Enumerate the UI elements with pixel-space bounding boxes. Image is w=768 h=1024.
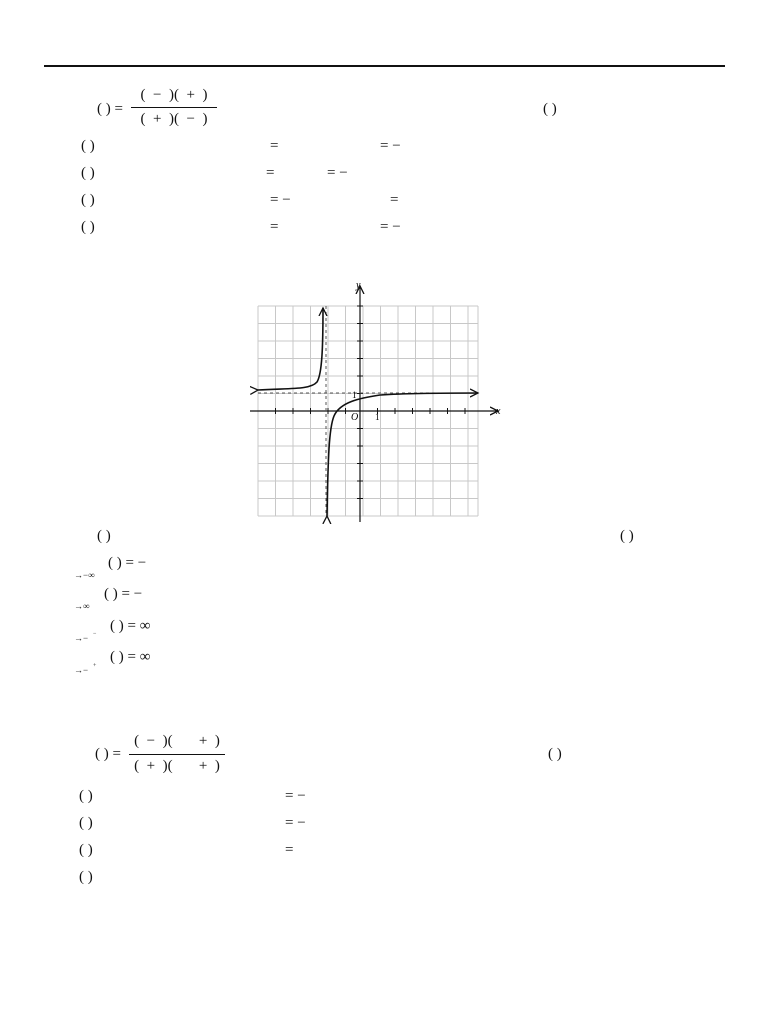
q3-fraction — [129, 733, 225, 777]
q2-choice-a-limit: →−∞ — [74, 570, 95, 580]
q3-choice-d-label[interactable]: ( ) — [79, 869, 93, 885]
q1-marks: ( ) — [543, 101, 557, 117]
q1-choice-b-label[interactable]: ( ) — [81, 165, 95, 181]
x-axis-label: x — [496, 406, 501, 417]
q2-choice-c-sup: − — [93, 631, 97, 637]
q3-numerator: ( − )( + ) — [134, 733, 220, 749]
q2-choice-a-expr[interactable]: ( ) = − — [108, 555, 147, 571]
q1-function-lhs: ( ) = — [97, 101, 123, 117]
q1-choice-c-eq1: = − — [270, 192, 291, 208]
q2-choice-d-limit: →− — [74, 665, 89, 675]
q1-choice-c-eq2: = — [390, 192, 399, 208]
rational-function-graph — [250, 278, 506, 524]
q2-label: ( ) — [97, 528, 111, 544]
q2-choice-b-expr[interactable]: ( ) = − — [104, 586, 143, 602]
q1-choice-a-eq1: = — [270, 138, 279, 154]
q1-fraction — [131, 87, 217, 129]
q1-denominator: ( + )( − ) — [140, 111, 208, 127]
axis-ticks — [276, 306, 466, 499]
y-tick-label: 1 — [352, 390, 357, 400]
q3-choice-b-label[interactable]: ( ) — [79, 815, 93, 831]
q2-choice-c-limit: →− — [74, 633, 89, 643]
q1-fraction-bar — [131, 107, 217, 108]
q1-choice-d-eq1: = — [270, 219, 279, 235]
q3-marks: ( ) — [548, 746, 562, 762]
q1-choice-a-eq2: = − — [380, 138, 401, 154]
q1-choice-d-label[interactable]: ( ) — [81, 219, 95, 235]
left-branch-curve — [258, 308, 323, 390]
origin-label: O — [351, 412, 359, 423]
q3-denominator: ( + )( + ) — [134, 758, 220, 774]
q1-numerator: ( − )( + ) — [140, 87, 208, 103]
q3-fraction-bar — [129, 754, 225, 755]
y-axis-label: y — [356, 280, 361, 291]
q3-choice-c-label[interactable]: ( ) — [79, 842, 93, 858]
q3-choice-a-label[interactable]: ( ) — [79, 788, 93, 804]
q2-choice-c-expr[interactable]: ( ) = ∞ — [110, 618, 151, 634]
q3-choice-b-eq: = − — [285, 815, 306, 831]
q2-choice-d-expr[interactable]: ( ) = ∞ — [110, 649, 151, 665]
q1-choice-b-eq2: = − — [327, 165, 348, 181]
q1-choice-d-eq2: = − — [380, 219, 401, 235]
q3-choice-a-eq: = − — [285, 788, 306, 804]
header-rule — [44, 65, 725, 67]
q1-choice-a-label[interactable]: ( ) — [81, 138, 95, 154]
q3-choice-c-eq: = — [285, 842, 294, 858]
q2-choice-d-sup: + — [93, 663, 97, 669]
x-tick-label: 1 — [375, 412, 380, 422]
q1-choice-b-eq1: = — [266, 165, 275, 181]
q1-choice-c-label[interactable]: ( ) — [81, 192, 95, 208]
q2-choice-b-limit: →∞ — [74, 601, 90, 611]
q3-function-lhs: ( ) = — [95, 746, 121, 762]
q2-marks: ( ) — [620, 528, 634, 544]
